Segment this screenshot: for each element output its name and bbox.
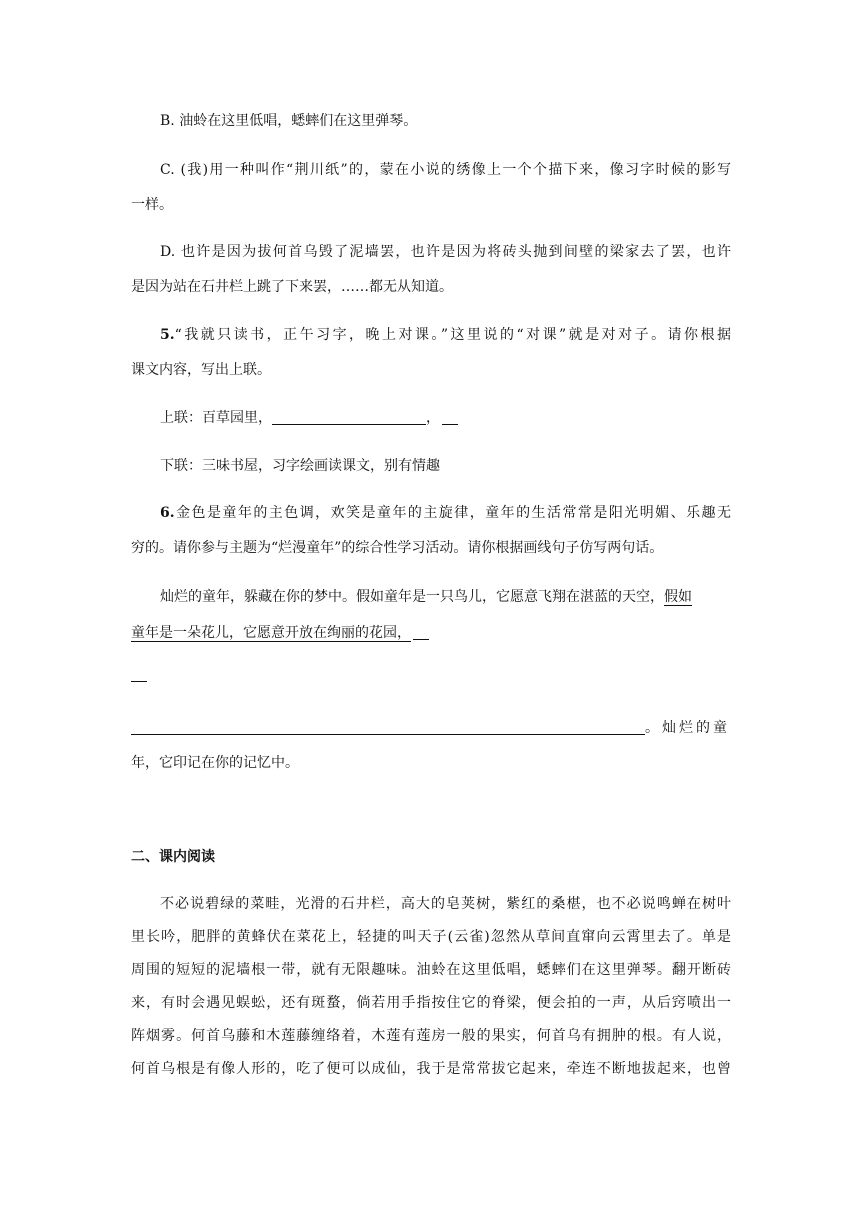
question-6-number: 6.: [160, 505, 175, 521]
imitation-blank-3[interactable]: [131, 718, 645, 735]
imitation-blank-1[interactable]: [413, 623, 429, 640]
q6-paragraph-line1: 灿烂的童年，躲藏在你的梦中。假如童年是一只鸟儿，它愿意飞翔在湛蓝的天空，假如: [160, 589, 692, 605]
option-c-line1: C. (我)用一种叫作“荆川纸”的，蒙在小说的绣像上一个个描下来，像习字时候的影写: [160, 162, 731, 178]
question-6-line2: 穷的。请你参与主题为“烂漫童年”的综合性学习活动。请你根据画线句子仿写两句话。: [131, 540, 664, 556]
reading-line: 不必说碧绿的菜畦，光滑的石井栏，高大的皂荚树，紫红的桑椹，也不必说鸣蝉在树叶: [160, 896, 731, 912]
question-5-line2: 课文内容，写出上联。: [131, 362, 271, 378]
imitation-blank-2[interactable]: [131, 681, 147, 682]
upper-couplet: 上联：百草园里， ，: [131, 399, 731, 437]
question-5-number: 5.: [160, 327, 175, 343]
q6-last-line: 年，它印记在你的记忆中。: [131, 755, 299, 771]
option-b: B. 油蛉在这里低唱，蟋蟀们在这里弹琴。: [160, 113, 418, 129]
reading-line: 阵烟雾。何首乌藤和木莲藤缠络着，木莲有莲房一般的果实，何首乌有拥肿的根。有人说，: [131, 1028, 731, 1044]
option-c-line2: 一样。: [131, 197, 173, 213]
lower-couplet: 下联：三味书屋，习字绘画读课文，别有情趣: [160, 458, 440, 474]
underlined-sentence-start: 假如: [664, 589, 692, 605]
reading-line: 来，有时会遇见蜈蚣，还有斑蝥，倘若用手指按住它的脊梁，便会拍的一声，从后窍喷出一: [131, 995, 731, 1011]
reading-line: 周围的短短的泥墙根一带，就有无限趣味。油蛉在这里低唱，蟋蟀们在这里弹琴。翻开断砖: [131, 962, 731, 978]
q6-paragraph-line2: [131, 614, 731, 652]
upper-couplet-blank-1[interactable]: [272, 408, 426, 425]
question-5-line1: 5.“我就只读书，正午习字，晚上对课。”这里说的“对课”就是对对子。请你根据: [160, 327, 731, 343]
reading-line: 里长吟，肥胖的黄蜂伏在菜花上，轻捷的叫天子(云雀)忽然从草间直窜向云霄里去了。单是: [131, 929, 731, 945]
upper-couplet-blank-2[interactable]: [442, 408, 458, 425]
question-6-line1: 6.金色是童年的主色调，欢笑是童年的主旋律，童年的生活常常是阳光明媚、乐趣无: [160, 505, 731, 521]
option-d-line1: D. 也许是因为拔何首乌毁了泥墙罢，也许是因为将砖头抛到间壁的梁家去了罢，也许: [160, 244, 731, 260]
option-d-line2: 是因为站在石井栏上跳了下来罢，……都无从知道。: [131, 279, 453, 295]
q6-tail-line: 。灿烂的童: [131, 709, 731, 747]
reading-line: 何首乌根是有像人形的，吃了便可以成仙，我于是常常拔它起来，牵连不断地拔起来，也曾: [131, 1061, 731, 1077]
underlined-sentence: 童年是一朵花儿，它愿意开放在绚丽的花园，: [131, 625, 411, 641]
section-heading: 二、课内阅读: [131, 849, 215, 865]
